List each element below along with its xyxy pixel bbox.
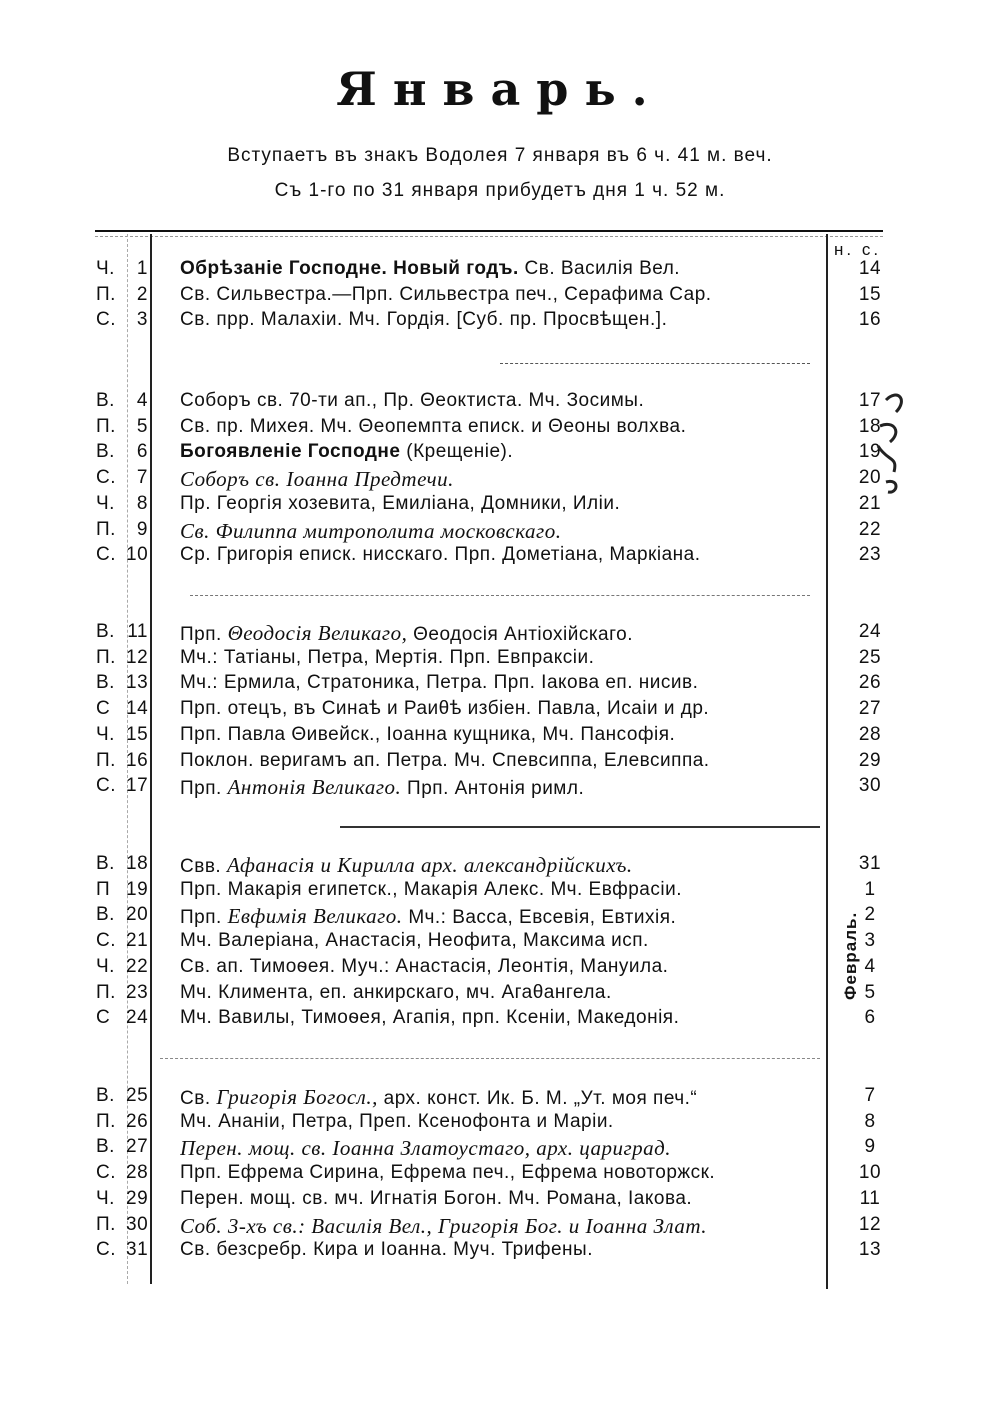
feast-text-part: Прп.	[180, 907, 228, 929]
day-number: 17	[126, 775, 149, 797]
day-number: 2	[136, 283, 148, 305]
day-number: 21	[126, 930, 149, 952]
feast-text-part: Перен. мощ. св. мч. Игнатія Богон. Мч. Романа, Іакова.	[180, 1187, 693, 1209]
feast-description	[180, 724, 825, 746]
feast-description	[180, 904, 825, 929]
feast-text-part: Прп. Ефрема Сирина, Ефрема печ., Ефрема новоторжск.	[180, 1162, 716, 1184]
new-style-date: 2	[864, 904, 876, 926]
feast-text-part: Св. ап. Тимоѳея. Муч.: Анастасія, Леонтія, Мануила.	[180, 955, 669, 977]
feast-text-part: Св. Сильвестра.—Прп. Сильвестра печ., Серафима Сар.	[180, 283, 712, 305]
feast-description	[180, 672, 825, 694]
new-style-date: 29	[858, 749, 882, 771]
feast-text-part: Θеодосія Великаго,	[227, 621, 408, 645]
feast-text-part: Мч.: Татіаны, Петра, Мертія. Прп. Евпраксіи.	[180, 646, 595, 668]
weekday-abbrev: П.	[96, 283, 116, 305]
feast-text-part: Св. Филиппа митрополита московскаго.	[180, 518, 562, 543]
calendar-row	[0, 467, 1000, 493]
new-style-date: 28	[858, 723, 882, 745]
feast-description	[180, 1136, 825, 1161]
day-number: 24	[126, 1007, 149, 1029]
feast-description	[180, 879, 825, 901]
weekday-abbrev: П.	[96, 749, 116, 771]
calendar-row	[0, 775, 1000, 801]
calendar-row	[0, 1239, 1000, 1265]
calendar-row	[0, 284, 1000, 310]
new-style-date: 10	[858, 1162, 882, 1184]
weekday-abbrev: С.	[96, 467, 116, 489]
calendar-row	[0, 724, 1000, 750]
weekday-abbrev: С	[96, 1007, 111, 1029]
calendar-row	[0, 647, 1000, 673]
side-month-label: Февраль.	[841, 911, 860, 1000]
feast-description	[180, 698, 825, 720]
feast-description	[180, 1007, 825, 1029]
day-number: 11	[127, 621, 148, 642]
feast-description	[180, 416, 825, 438]
weekday-abbrev: Ч.	[96, 723, 115, 745]
feast-text-part: Св. безсребр. Кира и Іоанна. Муч. Трифены.	[180, 1239, 593, 1261]
feast-text-part: Обрѣзаніе Господне. Новый годъ.	[180, 258, 519, 279]
calendar-row	[0, 1007, 1000, 1033]
weekday-abbrev: П.	[96, 1213, 116, 1235]
feast-text-part: Перен. мощ. св. Іоанна Златоустаго, арх. цариград.	[180, 1136, 672, 1161]
weekday-abbrev: С.	[96, 775, 116, 797]
weekday-abbrev: В.	[96, 853, 115, 874]
feast-text-part: Свв.	[180, 856, 227, 877]
new-style-date: 18	[858, 415, 882, 437]
feast-description	[180, 519, 825, 544]
weekday-abbrev: С	[96, 698, 111, 720]
new-style-date: 14	[858, 258, 882, 279]
day-number: 31	[126, 1239, 149, 1261]
new-style-date: 24	[858, 621, 882, 642]
day-number: 28	[126, 1162, 149, 1184]
new-style-date: 26	[858, 672, 882, 694]
feast-text-part: Мч. Ананіи, Петра, Преп. Ксенофонта и Маріи.	[180, 1110, 614, 1132]
day-number: 14	[126, 698, 149, 720]
day-number: 25	[126, 1085, 149, 1106]
feast-text-part: Мч.: Васса, Евсевія, Евтихія.	[402, 907, 677, 929]
calendar-row	[0, 853, 1000, 879]
calendar-row	[0, 1188, 1000, 1214]
day-number: 29	[126, 1187, 149, 1209]
day-number: 12	[126, 646, 149, 668]
day-number: 22	[126, 955, 149, 977]
new-style-date: 31	[858, 853, 882, 874]
day-number: 15	[126, 723, 149, 745]
new-style-date: 30	[858, 775, 882, 797]
new-style-date: 17	[858, 390, 882, 411]
calendar-row	[0, 672, 1000, 698]
weekday-abbrev: П	[96, 878, 111, 900]
feast-text-part: Θеодосія Антіохійскаго.	[407, 624, 633, 645]
new-style-date: 19	[858, 441, 882, 463]
day-number: 16	[126, 749, 149, 771]
weekday-abbrev: В.	[96, 390, 115, 411]
feast-text-part: (Крещеніе).	[400, 441, 514, 463]
weekday-abbrev: С.	[96, 1239, 116, 1261]
feast-text-part: Прп. отецъ, въ Синаѣ и Раиθѣ избіен. Павла, Исаіи и др.	[180, 698, 710, 720]
new-style-date: 13	[858, 1239, 882, 1261]
top-rule-dashed	[95, 236, 883, 237]
feast-text-part: Антонія Великаго.	[227, 775, 402, 800]
day-number: 7	[136, 467, 148, 489]
weekday-abbrev: П.	[96, 646, 116, 668]
feast-description	[180, 956, 825, 978]
top-rule	[95, 230, 883, 232]
calendar-row	[0, 1111, 1000, 1137]
handwritten-scribble	[868, 386, 918, 576]
feast-text-part: арх. конст. Ик. Б. М. „Ут. моя печ.“	[377, 1088, 698, 1109]
weekday-abbrev: С.	[96, 1162, 116, 1184]
feast-description	[180, 1188, 825, 1210]
calendar-row	[0, 258, 1000, 284]
feast-description	[180, 775, 825, 800]
feast-text-part: Св. прр. Малахіи. Мч. Гордія. [Суб. пр. Просвѣщен.].	[180, 309, 668, 331]
weekday-abbrev: В.	[96, 1136, 115, 1158]
new-style-date: 8	[864, 1110, 876, 1132]
weekday-abbrev: П.	[96, 415, 116, 437]
weekday-abbrev: В.	[96, 904, 115, 926]
day-number: 19	[126, 878, 149, 900]
weekday-abbrev: С.	[96, 930, 116, 952]
feast-text-part: Мч.: Ермила, Стратоника, Петра. Прп. Іакова еп. нисив.	[180, 672, 699, 694]
week-separator	[160, 1058, 820, 1059]
feast-description	[180, 621, 825, 646]
feast-description	[180, 284, 825, 306]
day-number: 8	[136, 492, 148, 514]
feast-description	[180, 853, 825, 878]
weekday-abbrev: С.	[96, 544, 116, 566]
feast-text-part: Афанасія и Кирилла арх. александрійскихъ.	[226, 853, 633, 877]
feast-description	[180, 441, 825, 463]
calendar-row	[0, 493, 1000, 519]
feast-description	[180, 647, 825, 669]
weekday-abbrev: П.	[96, 981, 116, 1003]
weekday-abbrev: В.	[96, 621, 115, 642]
feast-text-part: Григорія Богосл.,	[216, 1085, 378, 1109]
calendar-row	[0, 1162, 1000, 1188]
day-number: 18	[126, 853, 149, 874]
feast-text-part: Прп.	[180, 778, 228, 800]
feast-text-part: Мч. Вавилы, Тимоѳея, Агапія, прп. Ксеніи, Македонія.	[180, 1007, 680, 1029]
feast-description	[180, 1111, 825, 1133]
feast-text-part: Соборъ св. 70-ти ап., Пр. Θеоктиста. Мч. Зосимы.	[180, 390, 645, 411]
new-style-date: 1	[864, 878, 876, 900]
day-number: 23	[126, 981, 149, 1003]
feast-description	[180, 544, 825, 566]
weekday-abbrev: Ч.	[96, 492, 115, 514]
calendar-row	[0, 544, 1000, 570]
day-number: 4	[136, 390, 148, 411]
new-style-date: 12	[858, 1213, 882, 1235]
feast-description	[180, 493, 825, 515]
weekday-abbrev: С.	[96, 309, 116, 331]
feast-text-part: Прп. Макарія египетск., Макарія Алекс. Мч. Евфрасіи.	[180, 878, 682, 900]
feast-text-part: Св.	[180, 1088, 217, 1109]
week-separator	[190, 595, 810, 596]
calendar-row	[0, 309, 1000, 335]
feast-description	[180, 390, 825, 412]
calendar-row	[0, 879, 1000, 905]
new-style-header: н. с.	[834, 240, 882, 259]
calendar-row	[0, 621, 1000, 647]
day-number: 10	[126, 544, 149, 566]
feast-text-part: Богоявленіе Господне	[180, 441, 401, 463]
week-separator	[500, 363, 810, 364]
calendar-row	[0, 519, 1000, 545]
new-style-date: 3	[864, 930, 876, 952]
page-title: Январь.	[336, 62, 664, 116]
weekday-abbrev: В.	[96, 672, 115, 694]
feast-text-part: Соб. 3-хъ св.: Василія Вел., Григорія Бог. и Іоанна Злат.	[180, 1213, 708, 1238]
feast-description	[180, 467, 825, 492]
feast-text-part: Прп. Павла Θивейск., Іоанна кущника, Мч. Пансофія.	[180, 723, 676, 745]
new-style-date: 27	[858, 698, 882, 720]
calendar-row	[0, 1085, 1000, 1111]
day-number: 3	[136, 309, 148, 331]
weekday-abbrev: Ч.	[96, 1187, 115, 1209]
feast-text-part: Прп.	[180, 624, 228, 645]
day-number: 1	[136, 258, 148, 279]
calendar-row	[0, 441, 1000, 467]
feast-description	[180, 258, 825, 280]
new-style-date: 25	[858, 646, 882, 668]
subtitle-daylight: Съ 1-го по 31 января прибудетъ дня 1 ч. 52 м.	[274, 180, 726, 201]
feast-description	[180, 1214, 825, 1239]
day-number: 20	[126, 904, 149, 926]
day-number: 6	[136, 441, 148, 463]
new-style-date: 16	[858, 309, 882, 331]
calendar-row	[0, 1214, 1000, 1240]
feast-description	[180, 309, 825, 331]
feast-text-part: Соборъ св. Іоанна Предтечи.	[180, 467, 454, 492]
week-separator	[340, 826, 820, 828]
feast-description	[180, 750, 825, 772]
feast-description	[180, 1239, 825, 1261]
day-number: 27	[126, 1136, 149, 1158]
weekday-abbrev: П.	[96, 1110, 116, 1132]
calendar-row	[0, 698, 1000, 724]
weekday-abbrev: Ч.	[96, 258, 115, 279]
new-style-date: 20	[858, 467, 882, 489]
calendar-row	[0, 1136, 1000, 1162]
new-style-date: 7	[864, 1085, 876, 1106]
new-style-date: 22	[858, 518, 882, 540]
feast-text-part: Мч. Валеріана, Анастасія, Неофита, Максима исп.	[180, 930, 649, 952]
calendar-row	[0, 390, 1000, 416]
calendar-row	[0, 750, 1000, 776]
new-style-date: 6	[864, 1007, 876, 1029]
feast-text-part: Ср. Григорія еписк. нисскаго. Прп. Дометіана, Маркіана.	[180, 544, 701, 566]
feast-text-part: Пр. Георгія хозевита, Емиліана, Домники, Иліи.	[180, 492, 621, 514]
new-style-date: 9	[864, 1136, 876, 1158]
feast-description	[180, 1085, 825, 1110]
new-style-date: 21	[858, 492, 882, 514]
day-number: 30	[126, 1213, 149, 1235]
feast-text-part: Мч. Климента, еп. анкирскаго, мч. Агаθангела.	[180, 981, 612, 1003]
new-style-date: 11	[859, 1187, 881, 1209]
weekday-abbrev: В.	[96, 1085, 115, 1106]
feast-description	[180, 930, 825, 952]
feast-description	[180, 982, 825, 1004]
new-style-date: 23	[858, 544, 882, 566]
feast-text-part: Евфимія Великаго.	[227, 904, 403, 929]
new-style-date: 15	[858, 283, 882, 305]
day-number: 5	[136, 415, 148, 437]
feast-text-part: Св. Василія Вел.	[518, 258, 681, 279]
weekday-abbrev: В.	[96, 441, 115, 463]
new-style-date: 4	[864, 955, 876, 977]
day-number: 26	[126, 1110, 149, 1132]
calendar-row	[0, 416, 1000, 442]
feast-description	[180, 1162, 825, 1184]
feast-text-part: Поклон. веригамъ ап. Петра. Мч. Спевсиппа, Елевсиппа.	[180, 749, 710, 771]
weekday-abbrev: П.	[96, 518, 116, 540]
day-number: 13	[126, 672, 149, 694]
subtitle-zodiac: Вступаетъ въ знакъ Водолея 7 января въ 6 ч. 41 м. веч.	[227, 145, 773, 166]
feast-text-part: Св. пр. Михея. Мч. Θеопемпта еписк. и Θеоны волхва.	[180, 415, 687, 437]
feast-text-part: Прп. Антонія римл.	[401, 778, 585, 800]
new-style-date: 5	[864, 981, 876, 1003]
weekday-abbrev: Ч.	[96, 955, 115, 977]
day-number: 9	[136, 518, 148, 540]
